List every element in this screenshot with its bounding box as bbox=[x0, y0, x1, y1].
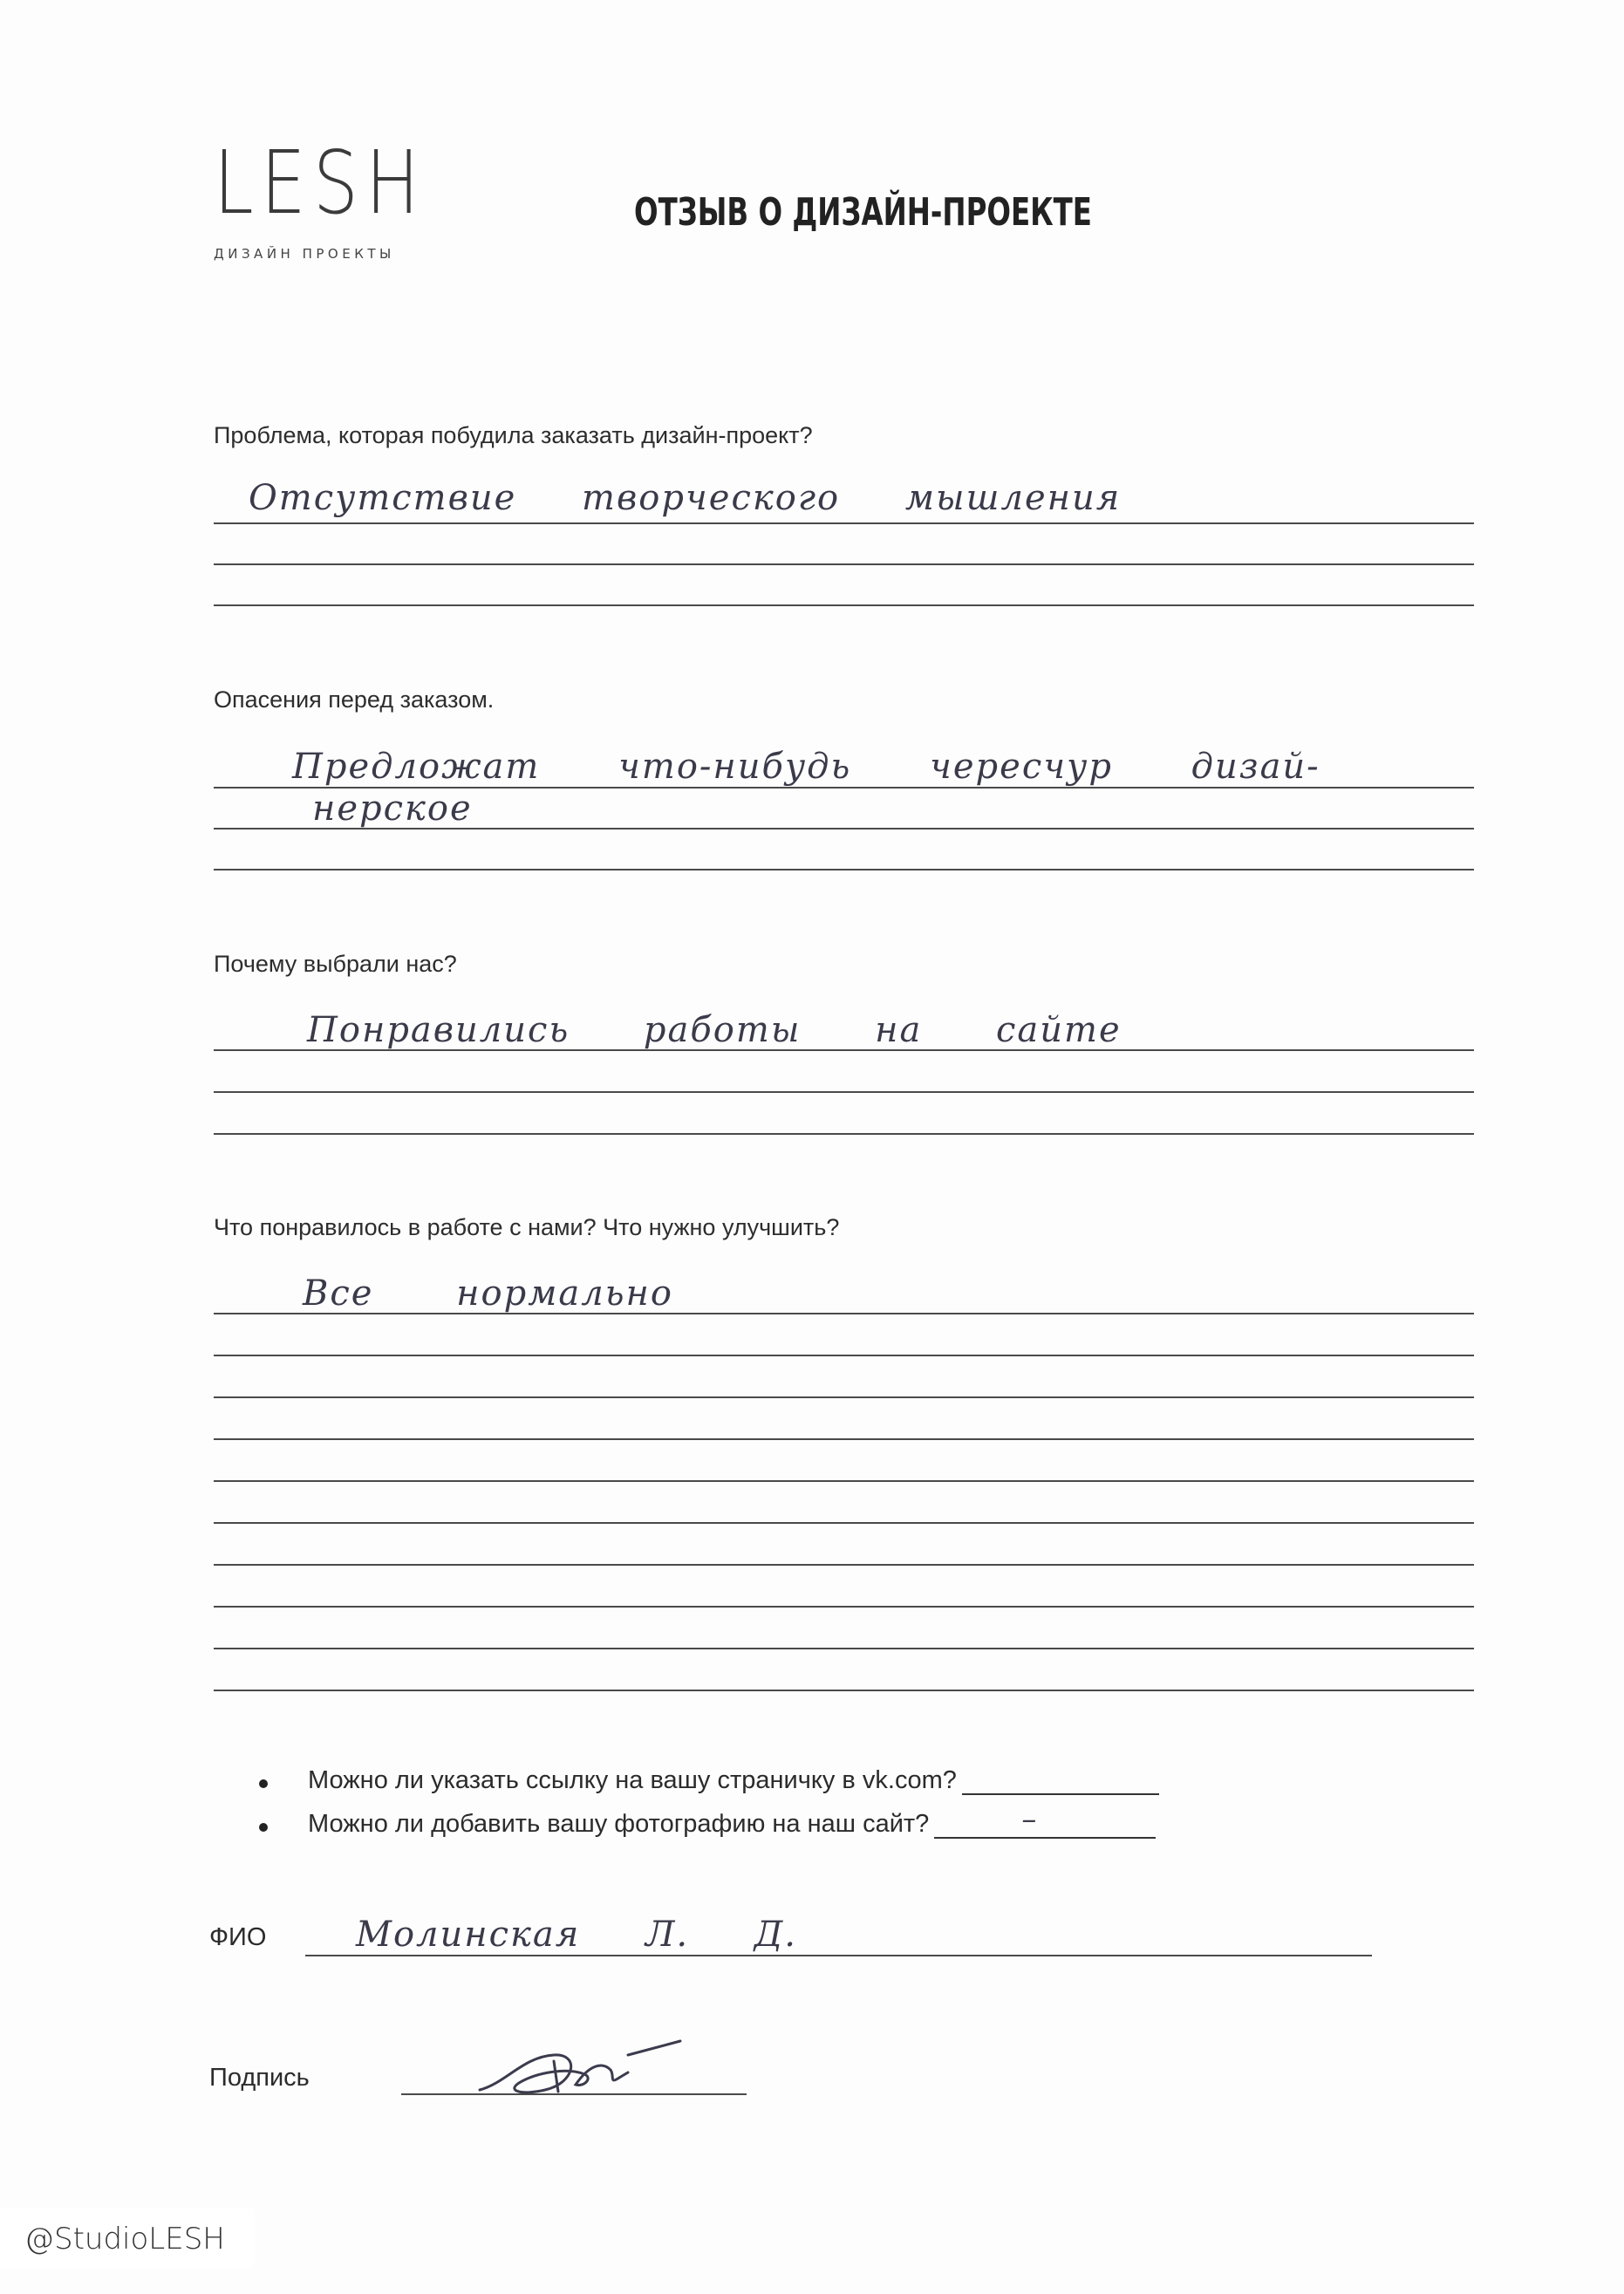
bullet-icon bbox=[259, 1823, 268, 1832]
question-3-answer-line-1: Понравились работы на сайте bbox=[307, 1010, 1122, 1050]
answer-rule bbox=[214, 604, 1474, 606]
handwritten-signature bbox=[471, 2022, 698, 2109]
question-2-answer-line-2: нерское bbox=[312, 789, 473, 829]
consent-photo bbox=[308, 1802, 1156, 1839]
bullet-icon bbox=[259, 1779, 268, 1788]
question-4-answer-line-1: Все нормально bbox=[303, 1273, 673, 1314]
answer-rule bbox=[214, 1091, 1474, 1093]
answer-rule bbox=[214, 1396, 1474, 1398]
question-3-label: Почему выбрали нас? bbox=[214, 951, 457, 977]
answer-rule bbox=[214, 1049, 1474, 1051]
answer-rule bbox=[214, 1606, 1474, 1608]
logo-subtitle: ДИЗАЙН ПРОЕКТЫ bbox=[214, 246, 395, 262]
watermark-badge bbox=[0, 2209, 255, 2268]
form-title: ОТЗЫВ О ДИЗАЙН-ПРОЕКТЕ bbox=[634, 190, 1092, 235]
answer-rule bbox=[214, 1313, 1474, 1314]
consent-vk bbox=[308, 1766, 1159, 1795]
fio-label: ФИО bbox=[209, 1923, 267, 1951]
fio-field-line bbox=[305, 1955, 1372, 1956]
question-1-answer-line-1: Отсутствие творческого мышления bbox=[249, 478, 1122, 518]
consent-photo-answer-field[interactable] bbox=[934, 1802, 1156, 1839]
answer-rule bbox=[214, 1690, 1474, 1691]
question-2-answer-line-1: Предложат что-нибудь чересчур дизай- bbox=[292, 747, 1320, 787]
answer-rule bbox=[214, 1480, 1474, 1482]
company-logo bbox=[214, 132, 427, 262]
answer-rule bbox=[214, 828, 1474, 830]
question-2-label: Опасения перед заказом. bbox=[214, 686, 495, 713]
question-1-label: Проблема, которая побудила заказать дизайн-проект? bbox=[214, 422, 813, 448]
watermark-text: @StudioLESH bbox=[24, 2222, 225, 2256]
answer-rule bbox=[214, 869, 1474, 870]
signature-label: Подпись bbox=[209, 2064, 310, 2092]
consent-photo-label: Можно ли добавить вашу фотографию на наш сайт? bbox=[308, 1810, 930, 1838]
answer-rule bbox=[214, 1133, 1474, 1135]
consent-vk-answer-field[interactable] bbox=[962, 1788, 1159, 1795]
consent-photo-answer: – bbox=[1021, 1802, 1037, 1837]
answer-rule bbox=[214, 1355, 1474, 1356]
answer-rule bbox=[214, 1648, 1474, 1649]
fio-value: Молинская Л. Д. bbox=[356, 1915, 797, 1955]
answer-rule bbox=[214, 1438, 1474, 1440]
logo-wordmark: LESH bbox=[214, 132, 427, 234]
answer-rule bbox=[214, 563, 1474, 565]
consent-vk-label: Можно ли указать ссылку на вашу страничку в vk.com? bbox=[308, 1766, 957, 1794]
question-4-label: Что понравилось в работе с нами? Что нужно улучшить? bbox=[214, 1214, 840, 1240]
answer-rule bbox=[214, 1564, 1474, 1566]
answer-rule bbox=[214, 522, 1474, 524]
answer-rule bbox=[214, 1522, 1474, 1524]
